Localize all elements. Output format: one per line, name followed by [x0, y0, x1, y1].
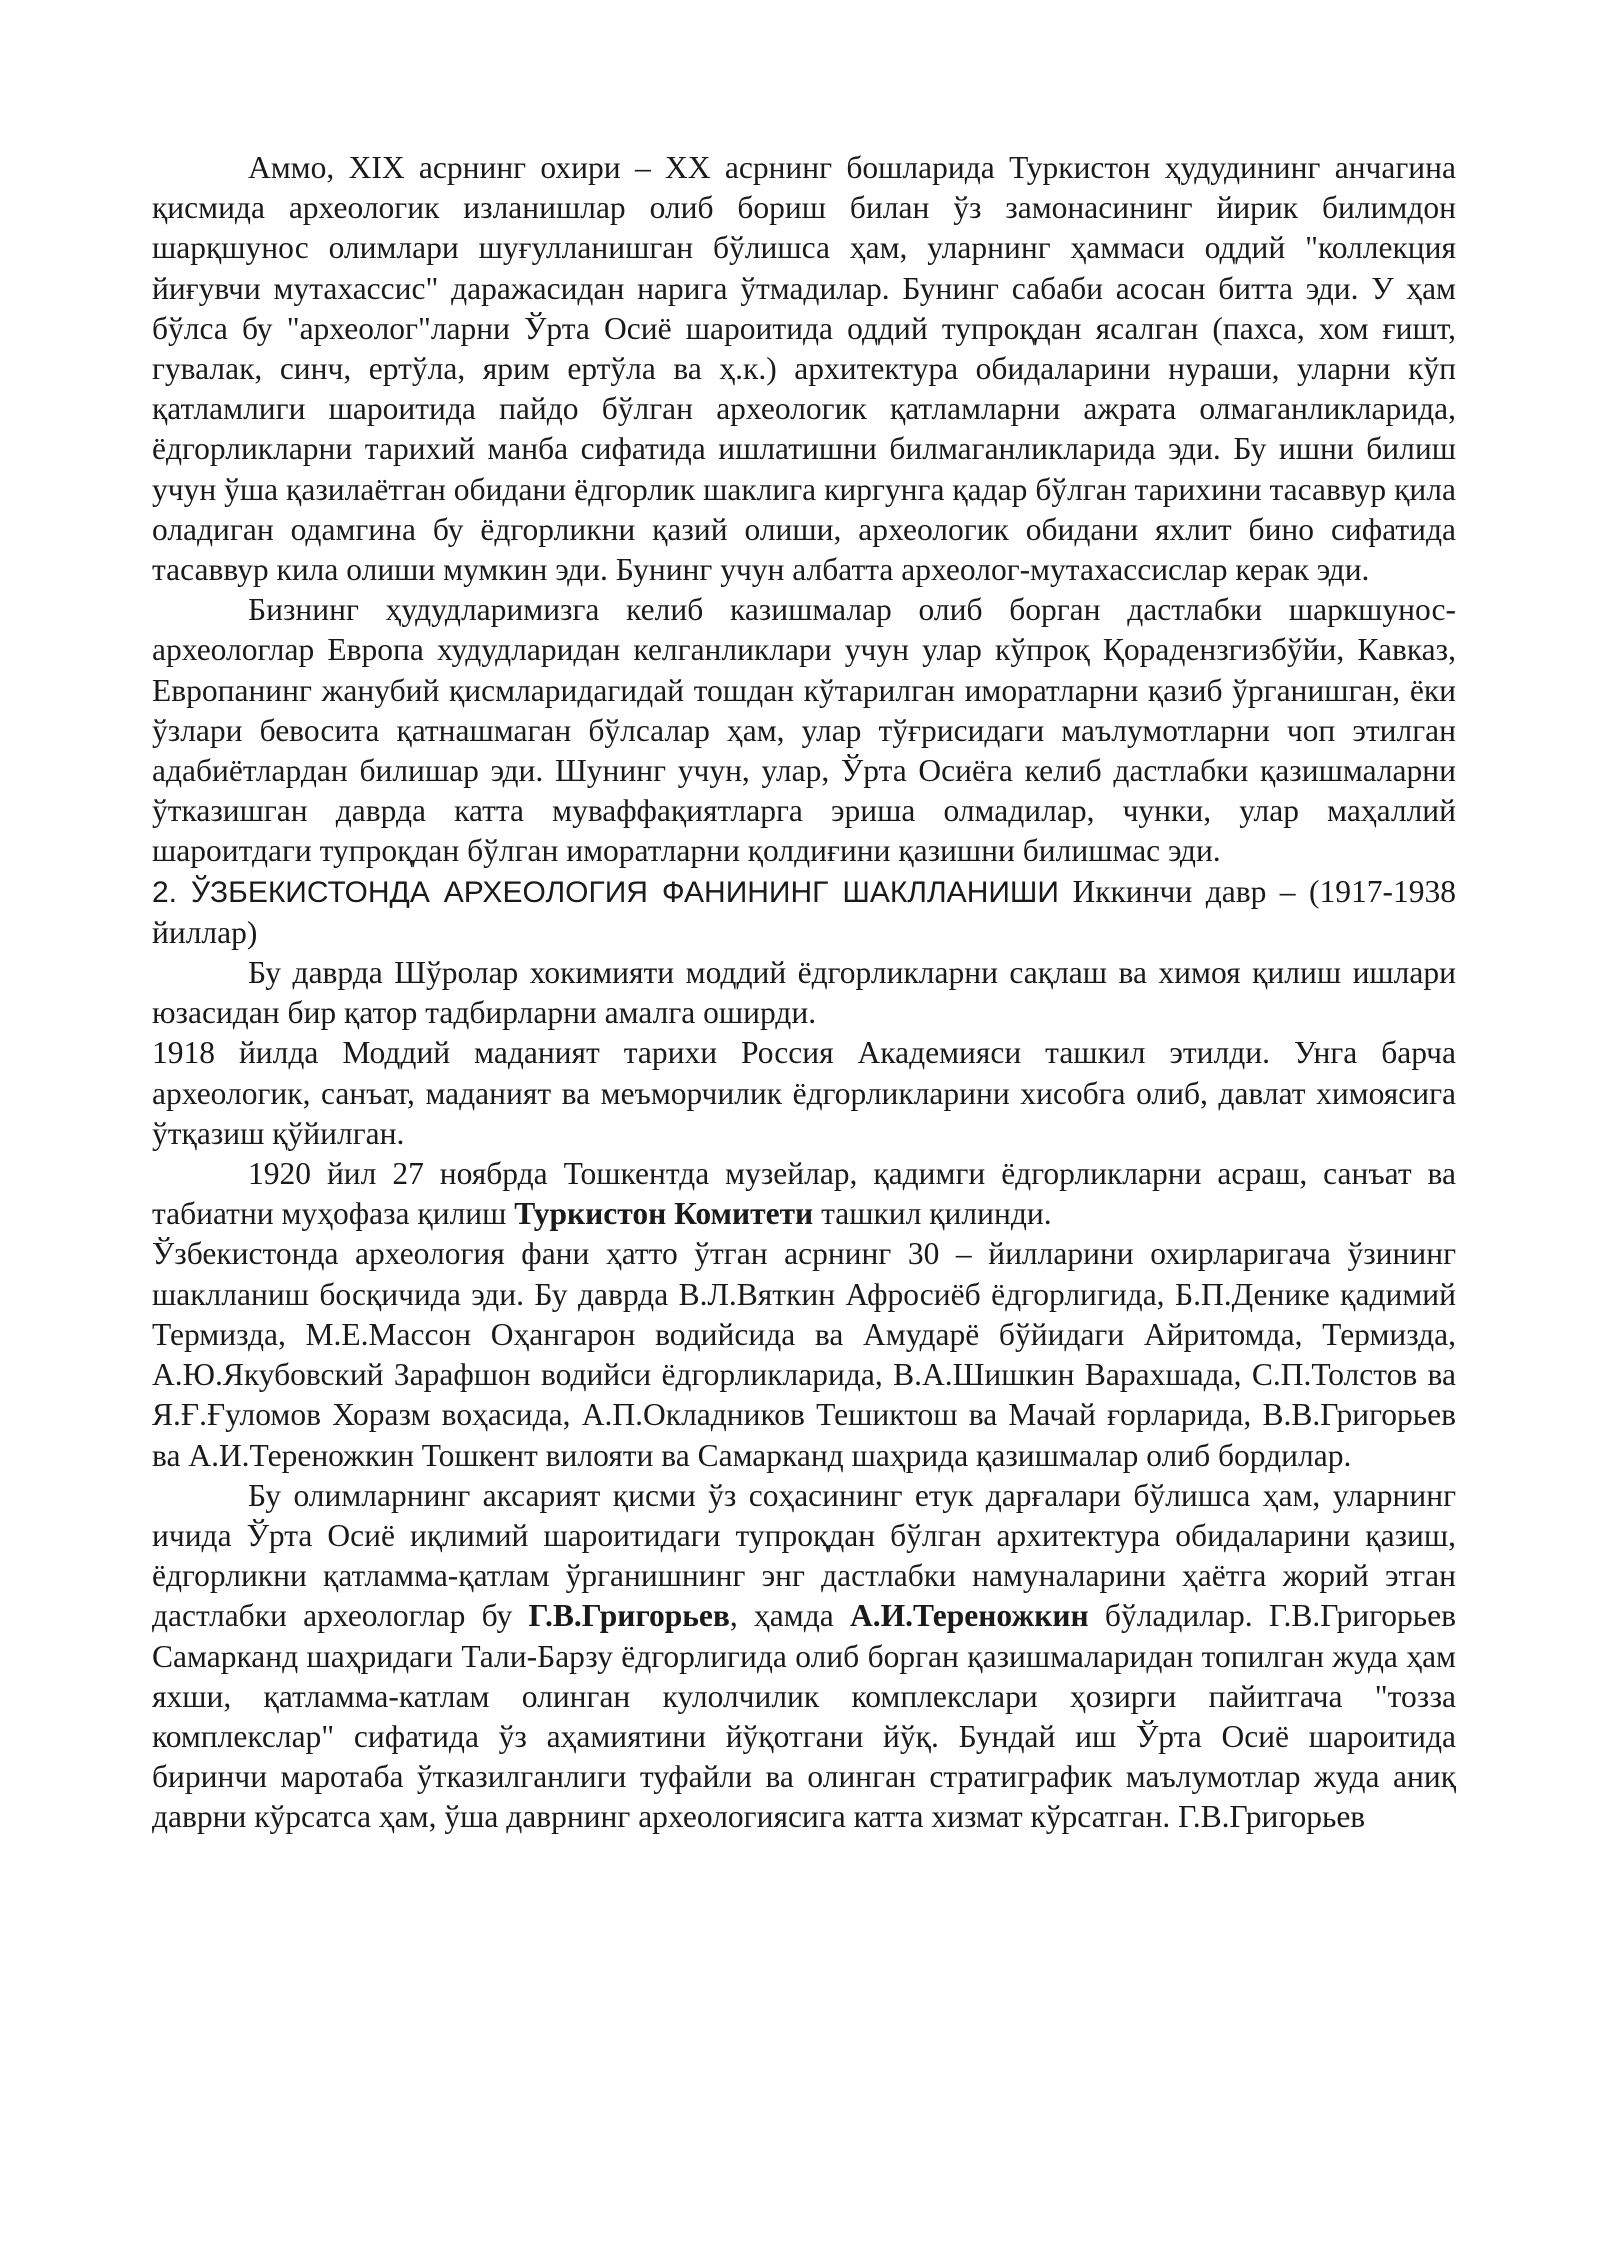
paragraph-1920-end: ташкил қилинди. — [813, 1196, 1052, 1232]
paragraph-1920-text: 1920 йил 27 ноябрда Тошкентда музейлар, қадимги ёдгорликларни асраш, санъат ва табиатни муҳофаза қилиш — [152, 1156, 1456, 1232]
paragraph-grigoriev-text: Бу олимларнинг аксарият қисми ўз соҳасининг етук дарғалари бўлишса ҳам, уларнинг ичида Ўрта Осиё иқлимий шароитидаги тупроқдан бўлган архитектура обидаларини қазиш, ёдгорликни қатламма-қатлам ўрганишнинг энг дастлабки намуналарини ҳаётга жорий этган дастлабки археологлар бу — [152, 1477, 1456, 1634]
section-heading-period: Иккинчи давр – (1917-1938 йиллар) — [152, 873, 1456, 950]
grigoriev-name-bold: Г.В.Григорьев — [528, 1598, 730, 1634]
paragraph-intro: Аммо, XIX асрнинг охири – XX асрнинг бошларида Туркистон ҳудудининг анчагина қисмида археологик изланишлар олиб бориш билан ўз замонасининг йирик билимдон шарқшунос олимлари шуғулланишган бўлишса ҳам, уларнинг ҳаммаси оддий "коллекция йиғувчи мутахассис" даражасидан нарига ўтмадилар. Бунинг сабаби асосан битта эди. У ҳам бўлса бу "археолог"ларни Ўрта Осиё шароитида оддий тупроқдан ясалган (пахса, хом ғишт, гувалак, синч, ертўла, ярим ертўла ва ҳ.к.) архитектура обидаларини нураши, уларни кўп қатламлиги шароитида пайдо бўлган археологик қатламларни ажрата олмаганликларида, ёдгорликларни тарихий манба сифатида ишлатишни билмаганликларида эди. Бу ишни билиш учун ўша қазилаётган обидани ёдгорлик шаклига киргунга қадар бўлган тарихини тасаввур қила оладиган одамгина бу ёдгорликни қазий олиши, археологик обидани яхлит бино сифатида тасаввур кила олиши мумкин эди. Бунинг учун албатта археолог-мутахассислар керак эди. — [152, 150, 1456, 588]
paragraph-1920 — [152, 1154, 1456, 1234]
paragraph-soviet-period: Бу даврда Шўролар хокимияти моддий ёдгорликларни сақлаш ва химоя қилиш ишлари юзасидан бир қатор тадбирларни амалга оширди. — [152, 955, 1456, 1031]
paragraph-orientalists: Бизнинг ҳудудларимизга келиб казишмалар олиб борган дастлабки шаркшунос-археологлар Европа худудларидан келганликлари учун улар кўпроқ Қорадензгизбўйи, Кавказ, Европанинг жанубий қисмларидагидай тошдан кўтарилган иморатларни қазиб ўрганишган, ёки ўзлари бевосита қатнашмаган бўлсалар ҳам, улар тўғрисидаги маълумотларни чоп этилган адабиётлардан билишар эди. Шунинг учун, улар, Ўрта Осиёга келиб дастлабки қазишмаларни ўтказишган даврда катта муваффақиятларга эриша олмадилар, чунки, улар маҳаллий шароитдаги тупроқдан бўлган иморатларни қолдиғини қазишни билишмас эди. — [152, 592, 1456, 869]
terenozhkin-name-bold: А.И.Тереножкин — [849, 1598, 1089, 1634]
paragraph-archaeology-formation: Ўзбекистонда археология фани ҳатто ўтган асрнинг 30 – йилларини охирларигача ўзининг шаклланиш босқичида эди. Бу даврда В.Л.Вяткин Афросиёб ёдгорлигида, Б.П.Денике қадимий Термизда, М.Е.Массон Оҳангарон водийсида ва Амударё бўйидаги Айритомда, Термизда, А.Ю.Якубовский Зарафшон водийси ёдгорликларида, В.А.Шишкин Варахшада, С.П.Толстов ва Я.Ғ.Ғуломов Хоразм воҳасида, А.П.Окладников Тешиктош ва Мачай ғорларида, В.В.Григорьев ва А.И.Тереножкин Тошкент вилояти ва Самарканд шаҳрида қазишмалар олиб бордилар. — [152, 1236, 1456, 1473]
paragraph-1918: 1918 йилда Моддий маданият тарихи Россия Академияси ташкил этилди. Унга барча археологик, санъат, маданият ва меъморчилик ёдгорликларини хисобга олиб, давлат химоясига ўтқазиш қўйилган. — [152, 1035, 1456, 1151]
paragraph-grigoriev — [152, 1476, 1456, 1838]
paragraph-grigoriev-end: бўладилар. Г.В.Григорьев Самарканд шаҳридаги Тали-Барзу ёдгорлигида олиб борган қазишмаларидан топилган жуда ҳам яхши, қатламма-катлам олинган кулолчилик комплекслари ҳозирги пайитгача "тозза комплекслар" сифатида ўз аҳамиятини йўқотгани йўқ. Бундай иш Ўрта Осиё шароитида биринчи маротаба ўтказилганлиги туфайли ва олинган стратиграфик маълумотлар жуда аниқ даврни кўрсатса ҳам, ўша даврнинг археологиясига катта хизмат кўрсатган. Г.В.Григорьев — [152, 1598, 1456, 1835]
section-heading — [152, 872, 1456, 953]
document-page — [152, 148, 1456, 1838]
turkestan-committee-bold: Туркистон Комитети — [514, 1196, 814, 1232]
section-heading-title: 2. ЎЗБЕКИСТОНДА АРХЕОЛОГИЯ ФАНИНИНГ ШАКЛЛАНИШИ — [152, 875, 1059, 909]
paragraph-grigoriev-mid: , ҳамда — [729, 1598, 850, 1634]
